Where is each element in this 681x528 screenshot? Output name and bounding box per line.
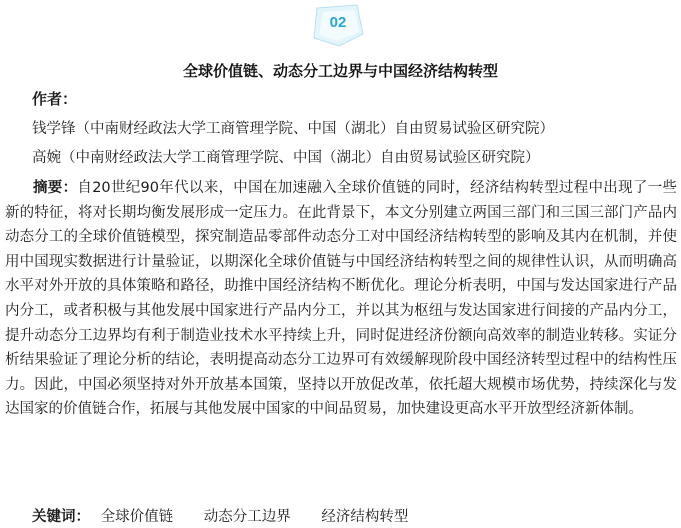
section-number-badge <box>309 4 367 48</box>
keywords-label: 关键词： <box>32 509 90 525</box>
author-1: 钱学锋（中南财经政法大学工商管理学院、中国（湖北）自由贸易试验区研究院） <box>32 121 554 137</box>
keywords <box>32 505 428 526</box>
article-title: 全球价值链、动态分工边界与中国经济结构转型 <box>182 62 498 80</box>
authors-label: 作者： <box>32 90 78 108</box>
abstract-label: 摘要： <box>33 180 78 196</box>
keyword-item: 经济结构转型 <box>321 509 409 525</box>
abstract <box>5 176 677 422</box>
abstract-text: 自20世纪90年代以来，中国在加速融入全球价值链的同时，经济结构转型过程中出现了一些新的特征，将对长期均衡发展形成一定压力。在此背景下，本文分别建立两国三部门和三国三部门产品内动态分工的全球价值链模型，探究制造品零部件动态分工对中国经济结构转型的影响及其内在机制，并使用中国现实数据进行计量验证，以期深化全球价值链与中国经济结构转型之间的规律性认识，从而明确高水平对外开放的具体策略和路径，助推中国经济结构不断优化。理论分析表明，中国与发达国家进行产品内分工，或者积极与其他发展中国家进行产品内分工，并以其为枢纽与发达国家进行间接的产品内分工，提升动态分工边界均有利于制造业技术水平持续上升，同时促进经济份额向高效率的制造业转移。实证分析结果验证了理论分析的结论，表明提高动态分工边界可有效缓解现阶段中国经济转型过程中的结构性压力。因此，中国必须坚持对外开放基本国策，坚持以开放促改革，依托超大规模市场优势，持续深化与发达国家的价值链合作，拓展与其他发展中国家的中间品贸易，加快建设更高水平开放型经济新体制。 <box>5 180 677 418</box>
keyword-item: 全球价值链 <box>100 509 174 525</box>
keyword-item: 动态分工边界 <box>203 509 291 525</box>
author-2: 高婉（中南财经政法大学工商管理学院、中国（湖北）自由贸易试验区研究院） <box>32 150 540 166</box>
section-number: 02 <box>329 14 347 31</box>
